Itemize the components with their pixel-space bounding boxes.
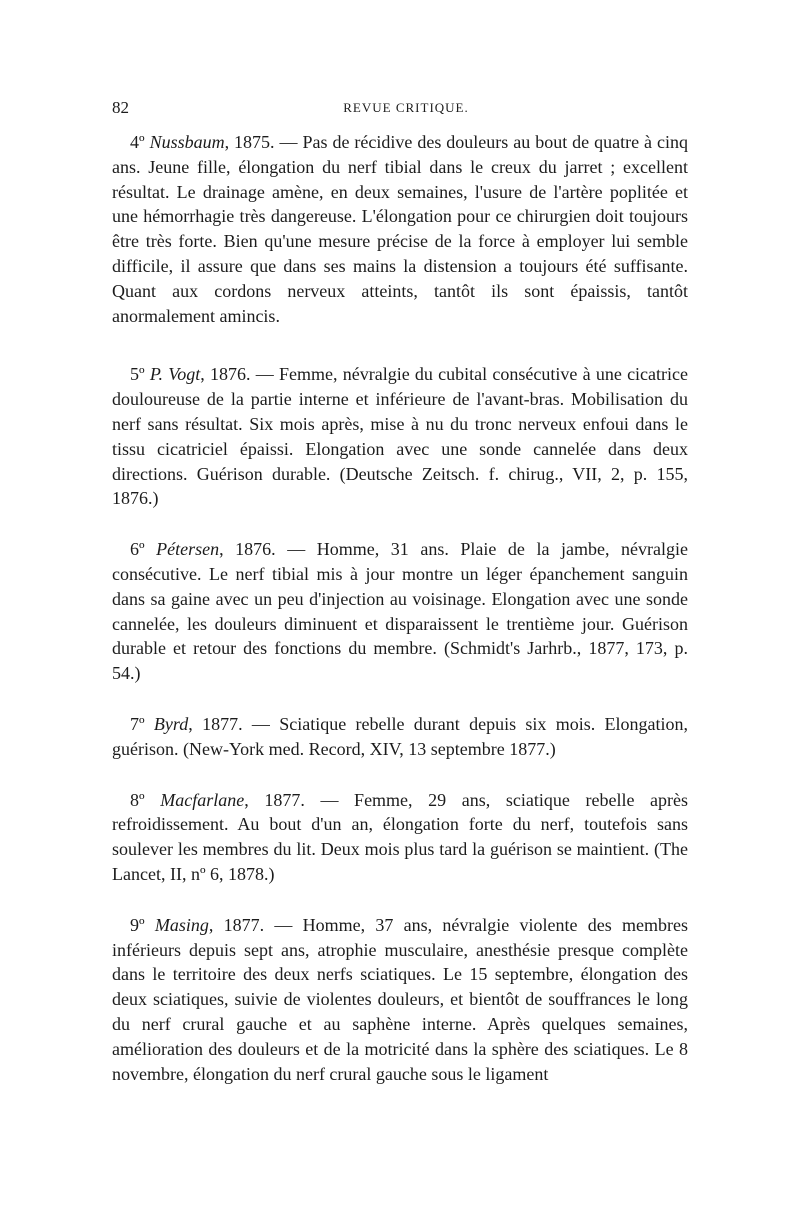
case-text: — Homme, 37 ans, névralgie violente des membres inférieurs depuis sept ans, atrophie musculaire, anesthésie presque complète dans le territoire des deux nerfs sciatiques. Le 15 septembre, élongation des deux sciatiques, suivie de violentes douleurs, et bientôt de souffrances le long du nerf crural gauche et au saphène interne. Après quelques semaines, amélioration des douleurs et de la motricité dans la sphère des sciatiques. Le 8 novembre, élongation du nerf crural gauche sous le ligament <box>112 914 688 1084</box>
case-year: , 1877. <box>208 914 265 935</box>
case-entry-5 <box>112 362 688 511</box>
case-entry-8 <box>112 788 688 887</box>
page-header <box>112 98 700 122</box>
case-number: 7º <box>130 713 145 734</box>
case-year: , 1876. <box>200 364 251 385</box>
case-entry-9 <box>112 913 688 1087</box>
case-number: 8º <box>130 789 145 810</box>
case-text: — Sciatique rebelle durant depuis six mois. Elongation, guérison. (New-York med. Record, XIV, 13 septembre 1877.) <box>112 713 689 759</box>
case-number: 6º <box>130 539 145 560</box>
case-year: , 1875. <box>224 132 275 152</box>
case-year: , 1877. <box>188 713 243 734</box>
case-year: , 1876. <box>219 539 276 560</box>
author-name: Macfarlane <box>160 789 245 810</box>
case-number: 9º <box>130 914 145 935</box>
author-name: Masing <box>154 914 209 935</box>
case-entry-4 <box>112 130 688 328</box>
case-text: — Pas de récidive des douleurs au bout de quatre à cinq ans. Jeune fille, élongation du nerf tibial dans le creux du jarret ; excellent résultat. Le drainage amène, en deux semaines, l'usure de l'artère poplitée et une hémorrhagie très dangereuse. L'élongation pour ce chirurgien doit toujours être très forte. Bien qu'une mesure précise de la force à employer lui semble difficile, il assure que dans ses mains la distension a toujours été suffisante. Quant aux cordons nerveux atteints, tantôt ils sont épaissis, tantôt anormalement amincis. <box>112 132 689 326</box>
author-name: Nussbaum <box>149 132 225 152</box>
author-name: P. Vogt <box>149 364 201 385</box>
case-text: — Homme, 31 ans. Plaie de la jambe, névralgie consécutive. Le nerf tibial mis à jour montre un léger épanchement sanguin dans sa gaine avec un peu d'injection au voisinage. Elongation avec une sonde cannelée, les douleurs diminuent et disparaissent le trentième jour. Guérison durable et retour des fonctions du membre. (Schmidt's Jarhrb., 1877, 173, p. 54.) <box>112 539 688 684</box>
body-text <box>112 130 688 1086</box>
case-year: , 1877. <box>244 789 305 810</box>
page-number: 82 <box>112 98 129 117</box>
case-number: 4º <box>130 132 145 152</box>
author-name: Byrd <box>153 713 189 734</box>
running-title: REVUE CRITIQUE. <box>343 100 469 115</box>
case-text: — Femme, névralgie du cubital consécutive à une cicatrice douloureuse de la partie interne et inférieure de l'avant-bras. Mobilisation du nerf sans résultat. Six mois après, mise à nu du tronc nerveux enfoui dans le tissu cicatriciel épaissi. Elongation avec une sonde cannelée dans deux directions. Guérison durable. (Deutsche Zeitsch. f. chirug., VII, 2, p. 155, 1876.) <box>112 364 689 509</box>
case-text: — Femme, 29 ans, sciatique rebelle après refroidissement. Au bout d'un an, élongation forte du nerf, toutefois sans soulever les membres du lit. Deux mois plus tard la guérison se maintient. (The Lancet, II, nº 6, 1878.) <box>112 789 689 884</box>
author-name: Pétersen <box>156 539 220 560</box>
case-number: 5º <box>130 364 145 385</box>
case-entry-7 <box>112 712 688 762</box>
case-entry-6 <box>112 537 688 686</box>
